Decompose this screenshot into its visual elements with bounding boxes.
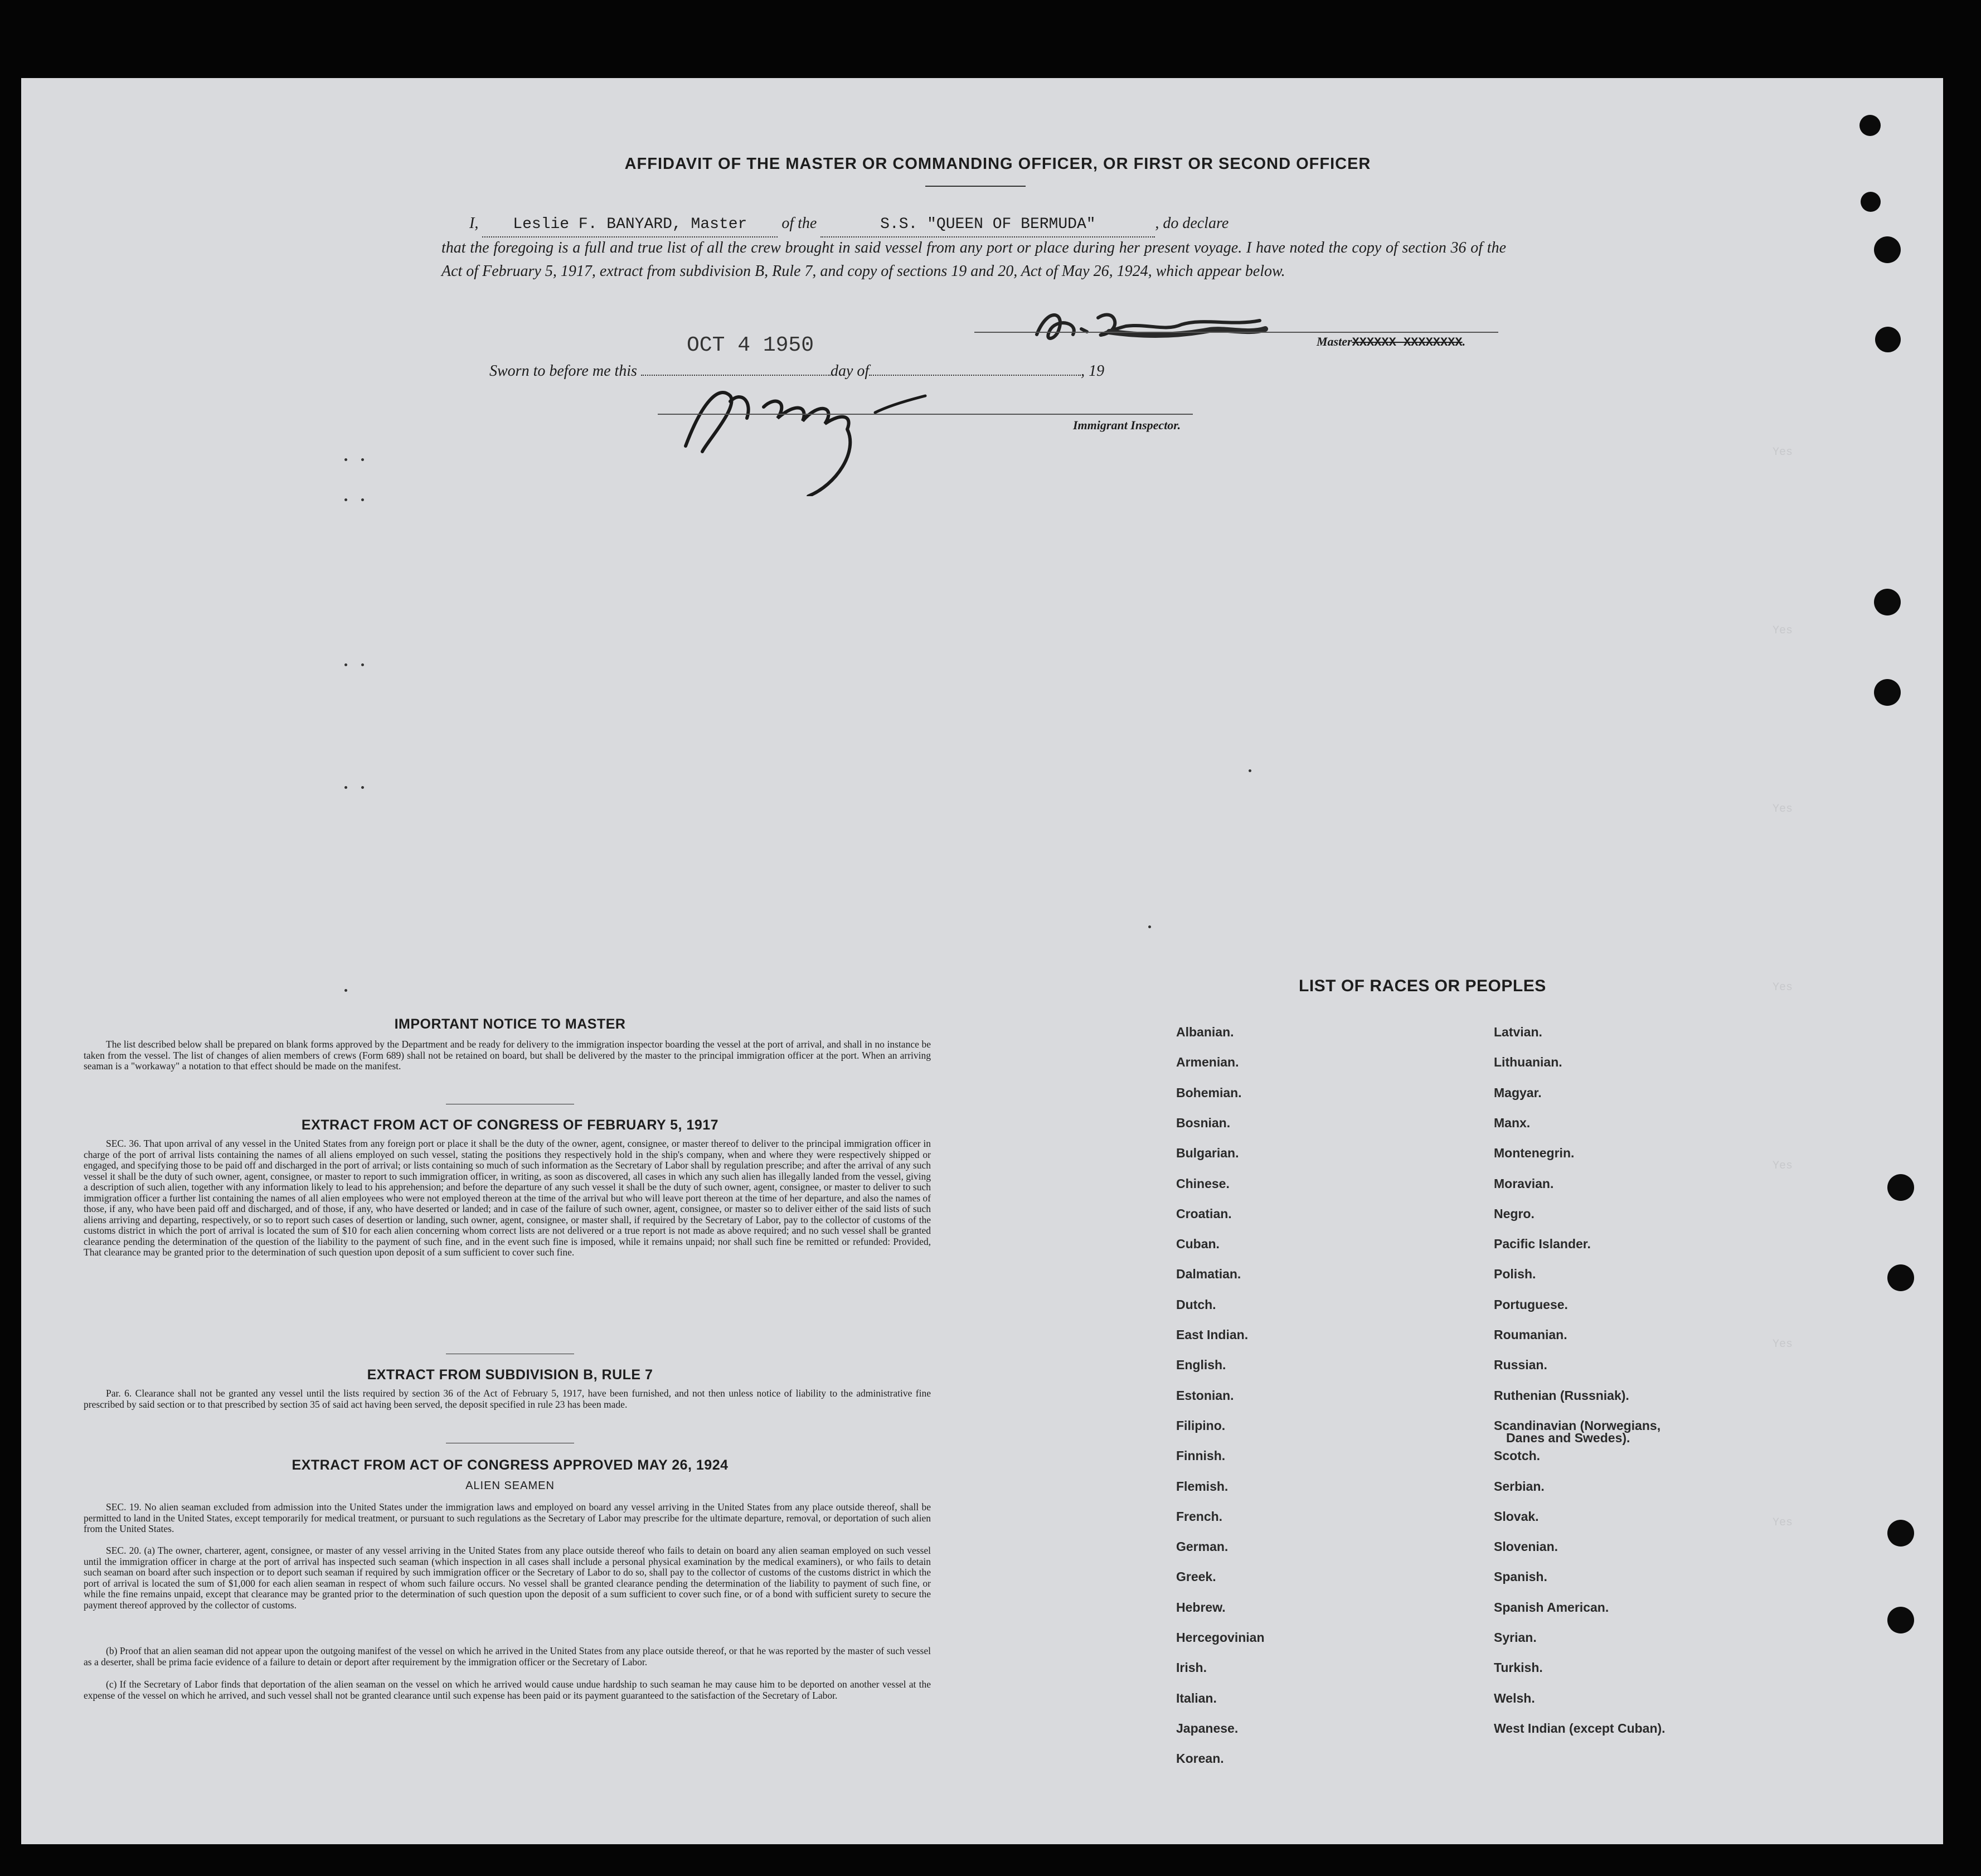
race-item: Roumanian.	[1494, 1327, 1567, 1342]
race-item: Greek.	[1176, 1569, 1216, 1584]
affidavit-body: that the foregoing is a full and true list of all the crew brought in said vessel from any port or place during her present voyage. I have noted the copy of section 36 of the Act of February 5, 1917, extract from subdivision B, Rule 7, and copy of sections 19 and 20, Act of May 26, 1924, which appear below.	[441, 239, 1506, 280]
race-item: Cuban.	[1176, 1237, 1220, 1252]
race-item: Negro.	[1494, 1206, 1535, 1221]
sec-20a-text: SEC. 20. (a) The owner, charterer, agent, consignee, or master of any vessel arriving in the United States from any place outside thereof who fails to detain on board any alien seaman employed on such vessel until the immigration officer in charge at the port of arrival has inspected such seaman (which inspection in all cases shall include a personal physical examination by the medical examiners), or who fails to detain such seaman on board after such inspection or to deport such seaman if required by such immigration officer or the Secretary of Labor to do so, shall pay to the collector of customs of the customs district in which the port of arrival is located the sum of $1,000 for each alien seaman in respect of whom such failure occurs. No vessel shall be granted clearance pending the determination of the liability to payment of such fine, or while the fine remains unpaid, except that clearance may be granted prior to the determination of such question upon the deposit of a sum sufficient to cover such fine, or of a bond with sufficient surety to secure the payment thereof approved by the collector of customs.	[84, 1545, 931, 1611]
sworn-line: Sworn to before me this day of , 19	[489, 362, 1105, 380]
race-item: Magyar.	[1494, 1085, 1542, 1100]
race-item: Albanian.	[1176, 1025, 1234, 1039]
master-signature	[1026, 295, 1271, 357]
binder-hole	[1859, 115, 1881, 136]
race-item: Pacific Islander.	[1494, 1237, 1591, 1252]
race-item: English.	[1176, 1358, 1226, 1373]
bleed-through-mark: Yes	[1773, 803, 1793, 816]
race-item: Scandinavian (Norwegians,	[1494, 1418, 1661, 1433]
race-item: Danes and Swedes).	[1506, 1430, 1630, 1445]
race-item: Japanese.	[1176, 1720, 1239, 1736]
race-item: Finnish.	[1176, 1448, 1226, 1463]
binder-hole	[1887, 1174, 1914, 1201]
notice-heading: IMPORTANT NOTICE TO MASTER	[394, 1016, 626, 1032]
race-item: Estonian.	[1176, 1388, 1234, 1403]
title-divider	[925, 186, 1026, 187]
binder-hole	[1861, 192, 1881, 212]
struck-title: XXXXXX XXXXXXXX	[1352, 336, 1463, 350]
bleed-through-mark: Yes	[1773, 1516, 1793, 1529]
race-item: Hercegovinian	[1176, 1630, 1265, 1645]
inspector-signature	[669, 368, 936, 496]
race-item: Polish.	[1494, 1267, 1536, 1282]
speck	[361, 458, 364, 461]
race-item: Turkish.	[1494, 1660, 1543, 1675]
race-item: German.	[1176, 1539, 1229, 1554]
sworn-year: 19	[1089, 362, 1105, 380]
binder-hole	[1875, 327, 1901, 352]
speck	[344, 786, 347, 789]
speck	[361, 663, 364, 666]
extract-1917-heading: EXTRACT FROM ACT OF CONGRESS OF FEBRUARY 5, 1917	[301, 1117, 719, 1133]
affidavit-i: I,	[469, 215, 479, 232]
race-item: East Indian.	[1176, 1327, 1249, 1342]
race-item: Serbian.	[1494, 1478, 1545, 1494]
race-item: Syrian.	[1494, 1630, 1537, 1645]
race-item: West Indian (except Cuban).	[1494, 1720, 1666, 1736]
race-item: Bohemian.	[1176, 1085, 1242, 1100]
declarant-name: Leslie F. BANYARD, Master	[513, 216, 747, 233]
binder-hole	[1874, 679, 1901, 706]
race-item: Moravian.	[1494, 1176, 1554, 1191]
speck	[361, 786, 364, 789]
sworn-day-of: day of	[830, 362, 870, 380]
vessel-name: S.S. "QUEEN OF BERMUDA"	[880, 216, 1096, 233]
extract-1924-subheading: ALIEN SEAMEN	[465, 1480, 555, 1492]
speck	[361, 498, 364, 501]
race-item: Latvian.	[1494, 1025, 1542, 1039]
race-item: Filipino.	[1176, 1418, 1226, 1433]
date-stamp: OCT 4 1950	[687, 333, 814, 357]
race-item: Spanish.	[1494, 1569, 1547, 1584]
race-item: Croatian.	[1176, 1206, 1232, 1221]
race-item: Russian.	[1494, 1358, 1547, 1373]
bleed-through-mark: Yes	[1773, 624, 1793, 637]
race-item: Dutch.	[1176, 1297, 1216, 1312]
race-item: Lithuanian.	[1494, 1055, 1562, 1070]
affidavit-line-1	[441, 212, 1506, 237]
race-item: Slovak.	[1494, 1509, 1539, 1524]
binder-hole	[1874, 589, 1901, 615]
speck	[344, 663, 347, 666]
race-item: Italian.	[1176, 1690, 1217, 1705]
bleed-through-mark: Yes	[1773, 1338, 1793, 1351]
rule7-heading: EXTRACT FROM SUBDIVISION B, RULE 7	[367, 1367, 653, 1383]
master-title: Master	[1317, 335, 1352, 348]
races-heading: LIST OF RACES OR PEOPLES	[1299, 977, 1546, 995]
binder-hole	[1887, 1520, 1914, 1547]
affidavit-of-the: of the	[781, 215, 817, 232]
sworn-prefix: Sworn to before me this	[489, 362, 637, 380]
race-item: Manx.	[1494, 1115, 1531, 1130]
binder-hole	[1874, 236, 1901, 263]
extract-1924-heading: EXTRACT FROM ACT OF CONGRESS APPROVED MAY 26, 1924	[292, 1457, 729, 1473]
race-item: Spanish American.	[1494, 1599, 1609, 1615]
race-item: Montenegrin.	[1494, 1146, 1575, 1161]
speck	[344, 498, 347, 501]
rule7-text: Par. 6. Clearance shall not be granted any vessel until the lists required by section 36 of the Act of February 5, 1917, have been furnished, and not then unless notice of liability to the administrative fine prescribed by said section or to that prescribed by section 35 of said act having been served, the deposit specified in rule 23 has been made.	[84, 1388, 931, 1410]
race-item: Korean.	[1176, 1751, 1224, 1766]
race-item: Bosnian.	[1176, 1115, 1231, 1130]
master-label: MasterXXXXXX XXXXXXXX.	[1317, 335, 1466, 350]
race-item: Slovenian.	[1494, 1539, 1558, 1554]
race-item: Irish.	[1176, 1660, 1207, 1675]
race-item: Dalmatian.	[1176, 1267, 1241, 1282]
bleed-through-mark: Yes	[1773, 446, 1793, 459]
race-item: Bulgarian.	[1176, 1146, 1239, 1161]
race-item: Hebrew.	[1176, 1599, 1226, 1615]
speck	[344, 989, 347, 992]
bleed-through-mark: Yes	[1773, 981, 1793, 994]
notice-text: The list described below shall be prepared on blank forms approved by the Department and be ready for delivery to the immigration inspector boarding the vessel at the port of arrival, and shall in no instance be taken from the vessel. The list of changes of alien members of crews (Form 689) shall not be retained on board, but shall be delivered by the master to the principal immigration officer at the port. When an arriving seaman is a "workaway" a notation to that effect should be made on the manifest.	[84, 1039, 931, 1072]
race-item: Chinese.	[1176, 1176, 1230, 1191]
bleed-through-mark: Yes	[1773, 1160, 1793, 1172]
affidavit-do-declare: , do declare	[1155, 215, 1229, 232]
extract-1917-text: SEC. 36. That upon arrival of any vessel in the United States from any foreign port or place it shall be the duty of the owner, agent, consignee, or master thereof to deliver to the principal immigration officer in charge of the port of arrival lists containing the names of all aliens employed on such vessel, stating the positions they respectively hold in the ship's company, when and where they were respectively shipped or engaged, and specifying those to be paid off and discharged in the port of arrival; or lists containing so much of such information as the Secretary of Labor shall by regulation prescribe; and after the arrival of any such vessel it shall be the duty of such owner, agent, consignee, or master to report to such immigration officer, in writing, as soon as discovered, all cases in which any such alien has illegally landed from the vessel, giving a description of such alien, together with any information likely to lead to his apprehension; and before the departure of any such vessel it shall be the duty of such owner, agent, consignee, or master to deliver to such immigration officer a further list containing the names of all alien employees who were not employed thereon at the time of the arrival but who will leave port thereon at the time of her departure, and also the names of those, if any, who have been paid off and discharged, and of those, if any, who have deserted or landed; and in case of the failure of such owner, agent, consignee, or master so to deliver either of the said lists of such aliens arriving and departing, respectively, or so to report such cases of desertion or landing, such owner, agent, consignee, or master shall, if required by the Secretary of Labor, pay to the collector of customs of the customs district in which the port of arrival is located the sum of $10 for each alien concerning whom correct lists are not delivered or a true report is not made as above required; and no such vessel shall be granted clearance pending the determination of the question of the liability to the payment of such fine, and in the event such fine is imposed, while it remains unpaid; nor shall such fine be remitted or refunded: Provided, That clearance may be granted prior to the determination of such question upon deposit of a sum sufficient to cover such fine.	[84, 1138, 931, 1258]
speck	[1249, 769, 1251, 772]
inspector-label: Immigrant Inspector.	[1073, 418, 1181, 432]
sec-20b-text: (b) Proof that an alien seaman did not appear upon the outgoing manifest of the vessel on which he arrived in the United States from any place outside thereof, or that he was reported by the master of such vessel as a deserter, shall be prima facie evidence of a failure to detain or deport after requirement by the immigration officer or the Secretary of Labor.	[84, 1645, 931, 1667]
sec-20c-text: (c) If the Secretary of Labor finds that deportation of the alien seaman on the vessel on which he arrived would cause undue hardship to such seaman he may cause him to be deported on another vessel at the expense of the vessel on which he arrived, and such vessel shall not be granted clearance until such expense has been paid or its payment guaranteed to the satisfaction of the Secretary of Labor.	[84, 1679, 931, 1701]
vessel-field	[820, 212, 1155, 237]
sec-19-text: SEC. 19. No alien seaman excluded from admission into the United States under the immigration laws and employed on board any vessel arriving in the United States from any place outside thereof, shall be permitted to land in the United States, except temporarily for medical treatment, or pursuant to such regulations as the Secretary of Labor may prescribe for the ultimate departure, removal, or deportation of such alien from the United States.	[84, 1501, 931, 1534]
binder-hole	[1887, 1607, 1914, 1633]
race-item: Portuguese.	[1494, 1297, 1568, 1312]
inspector-signature-line	[658, 414, 1193, 415]
race-item: Scotch.	[1494, 1448, 1541, 1463]
speck	[344, 458, 347, 461]
race-item: French.	[1176, 1509, 1223, 1524]
affidavit-title: AFFIDAVIT OF THE MASTER OR COMMANDING OFFICER, OR FIRST OR SECOND OFFICER	[624, 155, 1371, 173]
race-item: Armenian.	[1176, 1055, 1239, 1070]
master-signature-line	[974, 332, 1498, 333]
race-item: Ruthenian (Russniak).	[1494, 1388, 1629, 1403]
binder-hole	[1887, 1264, 1914, 1291]
declarant-field	[482, 212, 778, 237]
race-item: Flemish.	[1176, 1478, 1229, 1494]
speck	[1148, 925, 1151, 928]
race-item: Welsh.	[1494, 1690, 1535, 1705]
